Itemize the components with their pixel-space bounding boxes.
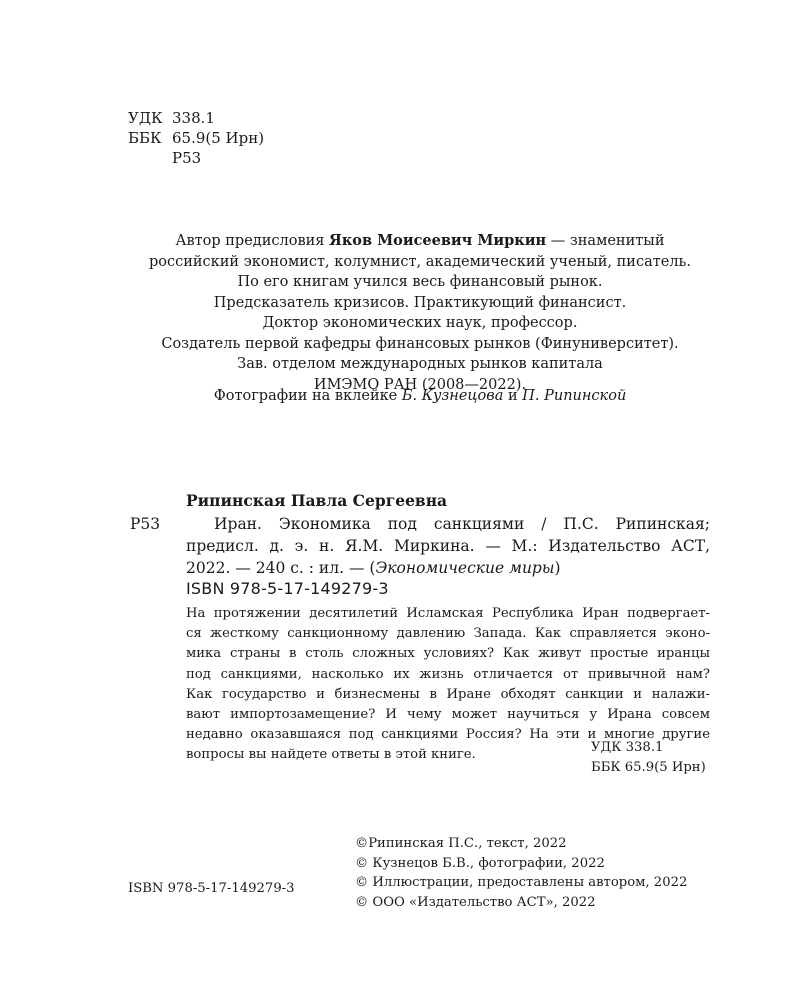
udk-label: УДК [128, 109, 163, 127]
annotation-line: под санкциями, насколько их жизнь отличается от привычной нам? [186, 666, 710, 682]
foreword-line: Предсказатель кризисов. Практикующий финансист. [213, 294, 627, 311]
foreword-line: Зав. отделом международных рынков капитала [237, 356, 603, 372]
copyright-line: © ООО «Издательство АСТ», 2022 [355, 894, 596, 910]
series-title: Экономические миры [375, 559, 555, 577]
bottom-isbn: ISBN 978-5-17-149279-3 [128, 881, 295, 896]
annotation-line: вают импортозамещение? И чему может научиться у Ирана совсем [186, 707, 710, 723]
description-line: Иран. Экономика под санкциями / П.С. Рипинская; [214, 515, 710, 533]
udk-value: 338.1 [172, 109, 215, 127]
bbk-value: 65.9(5 Ирн) [172, 129, 265, 147]
udk-row [128, 108, 264, 128]
photographer-name: Б. Кузнецова [401, 388, 504, 404]
catalog-classification-codes [591, 738, 706, 778]
catalog-udk: УДК 338.1 [591, 740, 664, 755]
bbk-row [128, 128, 264, 148]
author-sign-row [128, 148, 264, 168]
description-line: предисл. д. э. н. Я.М. Миркина. — М.: Издательство АСТ, [186, 537, 710, 555]
author-sign: Р53 [172, 149, 202, 167]
copyright-line: © Кузнецов Б.В., фотографии, 2022 [355, 855, 605, 871]
copyright-line: ©Рипинская П.С., текст, 2022 [355, 836, 567, 851]
foreword-line: По его книгам учился весь финансовый рынок. [237, 274, 603, 290]
catalog-isbn: ISBN 978-5-17-149279-3 [186, 579, 389, 598]
copyright-line: © Иллюстрации, предоставлены автором, 2022 [355, 875, 688, 890]
foreword-after-name: — знаменитый [546, 233, 665, 249]
bbk-label: ББК [128, 129, 162, 147]
annotation-line: недавно оказавшаяся под санкциями Россия? На эти и многие другие [186, 727, 710, 743]
description-line: 2022. — 240 с. : ил. — (Экономические миры) [186, 559, 561, 577]
foreword-lead: Автор предисловия [175, 233, 325, 249]
foreword-line: ИМЭМО РАН (2008—2022). [313, 376, 527, 393]
catalog-author: Рипинская Павла Сергеевна [186, 491, 448, 510]
annotation-line: ся жесткому санкционному давлению Запада. Как справляется эконо- [186, 626, 710, 642]
photo-credits: Фотографии на вклейке Б. Кузнецова и П. Рипинской [213, 388, 627, 404]
foreword-author-name: Яков Моисеевич Миркин [329, 232, 547, 249]
catalog-bibliographic-description [186, 513, 710, 579]
illustrator-name: П. Рипинской [522, 388, 627, 404]
foreword-line: Создатель первой кафедры финансовых рынков (Финуниверситет). [161, 335, 679, 352]
foreword-line: Доктор экономических наук, профессор. [262, 315, 578, 331]
top-classification-codes [128, 108, 264, 168]
annotation-line: Как государство и бизнесмены в Иране обходят санкции и налажи- [186, 686, 710, 702]
foreword-line: российский экономист, колумнист, академический ученый, писатель. [148, 253, 692, 270]
foreword-author-block [120, 231, 720, 395]
annotation-line: На протяжении десятилетий Исламская Республика Иран подвергает- [186, 606, 710, 621]
foreword-first-line [120, 231, 720, 252]
catalog-bbk: ББК 65.9(5 Ирн) [591, 760, 706, 775]
catalog-author-sign: Р53 [130, 515, 161, 533]
copyright-notices [355, 834, 687, 912]
annotation-line: мика страны в столь сложных условиях? Как живут простые иранцы [186, 646, 710, 662]
annotation-line: вопросы вы найдете ответы в этой книге. [186, 747, 476, 763]
